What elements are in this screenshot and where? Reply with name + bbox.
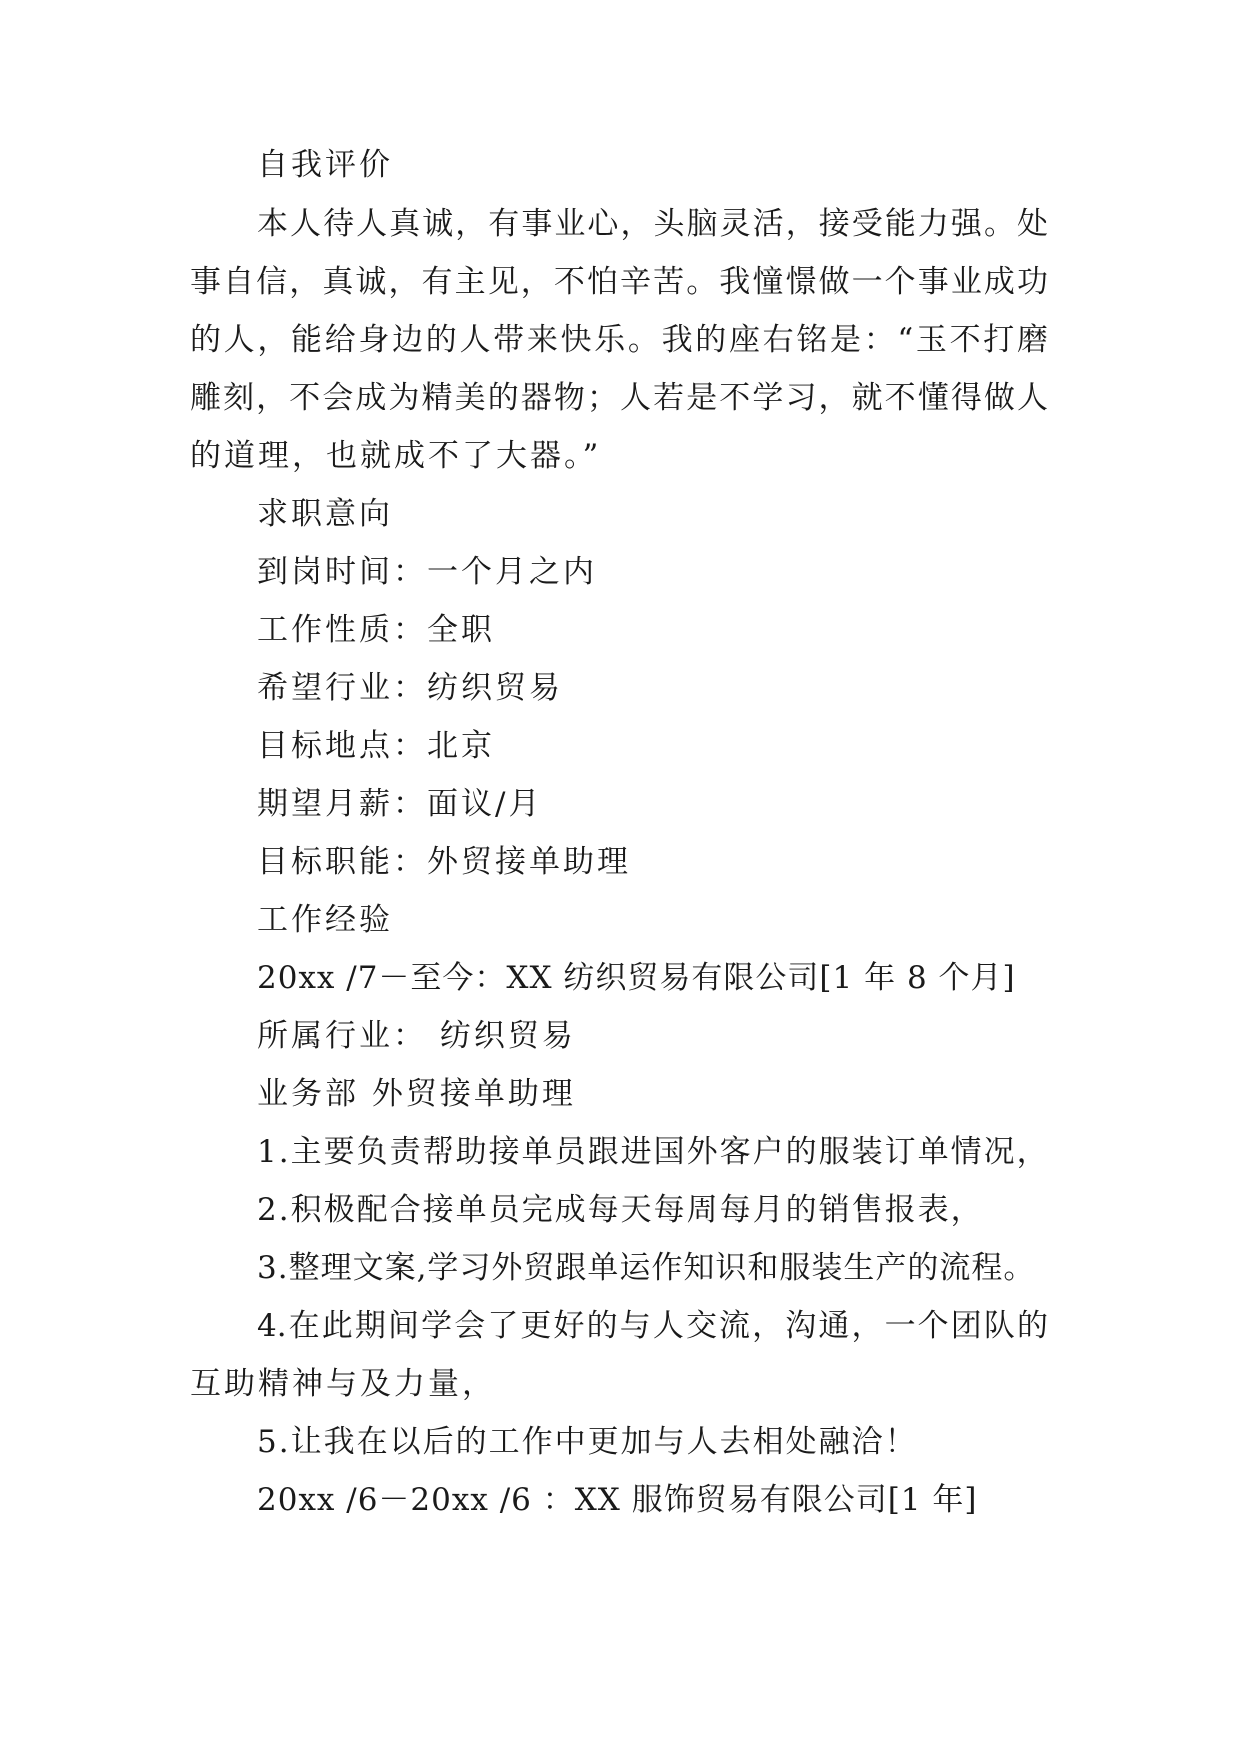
job-intention-location: 目标地点：北京 [257, 728, 495, 764]
section-heading-work-experience: 工作经验 [257, 902, 393, 938]
job-1-duty-4-continued: 互助精神与及力量， [190, 1366, 496, 1402]
job-intention-industry: 希望行业：纺织贸易 [257, 670, 563, 706]
job-1-period: 20xx /7－至今：XX 纺织贸易有限公司[1 年 8 个月] [257, 960, 1016, 996]
job-1-duty-3: 3.整理文案,学习外贸跟单运作知识和服装生产的流程。 [257, 1250, 1036, 1286]
self-evaluation-line-5: 的道理，也就成不了大器。” [190, 438, 602, 474]
job-1-duty-5: 5.让我在以后的工作中更加与人去相处融洽！ [257, 1424, 918, 1460]
self-evaluation-line-2: 事自信，真诚，有主见，不怕辛苦。我憧憬做一个事业成功 [190, 264, 1048, 300]
section-heading-self-evaluation: 自我评价 [257, 147, 393, 183]
self-evaluation-line-1: 本人待人真诚，有事业心，头脑灵活，接受能力强。处 [257, 206, 1048, 242]
self-evaluation-line-3: 的人，能给身边的人带来快乐。我的座右铭是：“玉不打磨 [190, 322, 1048, 358]
job-2-period: 20xx /6－20xx /6 ：XX 服饰贸易有限公司[1 年] [257, 1482, 978, 1518]
job-intention-arrival-time: 到岗时间：一个月之内 [257, 554, 597, 590]
job-intention-work-type: 工作性质：全职 [257, 612, 495, 648]
section-heading-job-intention: 求职意向 [257, 496, 393, 532]
job-1-industry: 所属行业： 纺织贸易 [257, 1018, 576, 1054]
job-intention-salary: 期望月薪：面议/月 [257, 786, 543, 822]
self-evaluation-line-4: 雕刻，不会成为精美的器物；人若是不学习，就不懂得做人 [190, 380, 1048, 416]
job-1-duty-1: 1.主要负责帮助接单员跟进国外客户的服装订单情况， [257, 1134, 1050, 1170]
job-1-duty-2: 2.积极配合接单员完成每天每周每月的销售报表， [257, 1192, 984, 1228]
job-1-position: 业务部 外贸接单助理 [257, 1076, 576, 1112]
job-1-duty-4: 4.在此期间学会了更好的与人交流，沟通，一个团队的 [257, 1308, 1048, 1344]
job-intention-function: 目标职能：外贸接单助理 [257, 844, 631, 880]
